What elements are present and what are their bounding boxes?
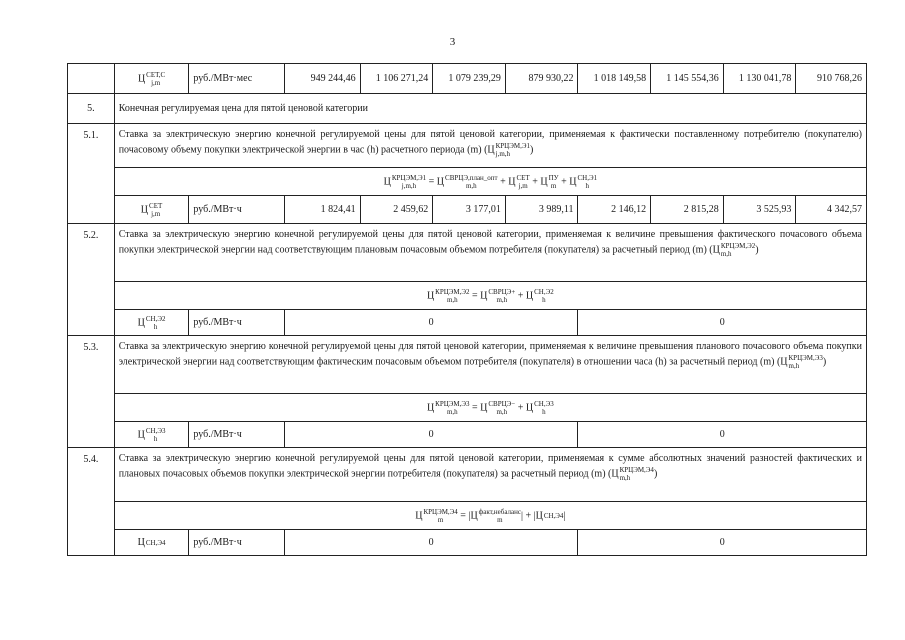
value-cell: 0 <box>284 422 578 448</box>
value-cell: 0 <box>578 530 867 556</box>
section-description: Ставка за электрическую энергию конечной регулируемой цены для пятой ценовой категории, применяемая к сумме абсолютных значений разностей фактических и плановых почасовых объемов покупки электрической энергии потребителя (покупателя) за расчетный период (m) (Ц КРЦЭМ,Э4 m,h ) <box>114 448 866 502</box>
value-cell: 1 106 271,24 <box>360 64 433 94</box>
formula: Ц КРЦЭМ,Э3 m,h = Ц СВРЦЭ− m,h + Ц СН,Э3 h <box>114 394 866 422</box>
section-number: 5.4. <box>68 448 115 556</box>
section-number: 5.1. <box>68 124 115 224</box>
formula: Ц КРЦЭМ,Э2 m,h = Ц СВРЦЭ+ m,h + Ц СН,Э2 h <box>114 282 866 310</box>
section-description: Ставка за электрическую энергию конечной регулируемой цены для пятой ценовой категории, применяемая к фактически поставленному потребителю (покупателю) почасовому объему покупки электрической энергии в час (h) расчетного периода (m) (Ц КРЦЭМ,Э1 j,m,h ) <box>114 124 866 168</box>
unit-cell: руб./МВт·ч <box>189 310 284 336</box>
value-cell: 2 815,28 <box>651 196 724 224</box>
table-row <box>68 224 867 282</box>
value-cell: 2 459,62 <box>360 196 433 224</box>
formula: Ц КРЦЭМ,Э4 m = |Ц факт,небаланс m | + |Ц СН,Э4 | <box>114 502 866 530</box>
table-row <box>68 336 867 394</box>
value-cell: 1 079 239,29 <box>433 64 506 94</box>
table-row <box>68 422 867 448</box>
rate-symbol: Ц СЕТ,С j,m <box>114 64 189 94</box>
unit-cell: руб./МВт·ч <box>189 422 284 448</box>
section-number: 5. <box>68 94 115 124</box>
table-row <box>68 310 867 336</box>
rate-symbol: Ц СН,Э2 h <box>114 310 189 336</box>
page-number: 3 <box>449 36 456 48</box>
table-row <box>68 124 867 168</box>
table-row <box>68 94 867 124</box>
table-row <box>68 448 867 502</box>
value-cell: 1 824,41 <box>284 196 360 224</box>
value-cell: 2 146,12 <box>578 196 651 224</box>
section-number: 5.2. <box>68 224 115 336</box>
rate-symbol: Ц СН,Э3 h <box>114 422 189 448</box>
value-cell: 0 <box>284 310 578 336</box>
value-cell: 1 145 554,36 <box>651 64 724 94</box>
value-cell: 0 <box>578 310 867 336</box>
value-cell: 879 930,22 <box>505 64 578 94</box>
value-cell: 0 <box>284 530 578 556</box>
table-row <box>68 530 867 556</box>
value-cell: 3 525,93 <box>723 196 796 224</box>
section-number: 5.3. <box>68 336 115 448</box>
value-cell: 1 018 149,58 <box>578 64 651 94</box>
tariff-table <box>67 63 867 556</box>
table-row <box>68 394 867 422</box>
value-cell: 3 989,11 <box>505 196 578 224</box>
table-row <box>68 502 867 530</box>
table-row <box>68 64 867 94</box>
formula: Ц КРЦЭМ,Э1 j,m,h = Ц СВРЦЭ,план_опт m,h + Ц СЕТ j,m + Ц ПУ m + Ц СН,Э1 h <box>114 168 866 196</box>
value-cell: 0 <box>578 422 867 448</box>
value-cell: 910 768,26 <box>796 64 867 94</box>
rate-symbol: Ц СН,Э4 <box>114 530 189 556</box>
value-cell: 1 130 041,78 <box>723 64 796 94</box>
table-row <box>68 168 867 196</box>
rate-symbol: Ц СЕТ j,m <box>114 196 189 224</box>
unit-cell: руб./МВт·ч <box>189 196 284 224</box>
unit-cell: руб./МВт·мес <box>189 64 284 94</box>
section-title: Конечная регулируемая цена для пятой ценовой категории <box>114 94 866 124</box>
value-cell: 4 342,57 <box>796 196 867 224</box>
table-row <box>68 196 867 224</box>
value-cell: 3 177,01 <box>433 196 506 224</box>
section-description: Ставка за электрическую энергию конечной регулируемой цены для пятой ценовой категории, применяемая к величине превышения фактического почасового объема покупки электрической энергии над соответствующим плановым почасовым объемом потребителя (покупателя) за расчетный период (m) (Ц КРЦЭМ,Э2 m,h ) <box>114 224 866 282</box>
section-description: Ставка за электрическую энергию конечной регулируемой цены для пятой ценовой категории, применяемая к величине превышения планового почасового объема покупки электрической энергии над соответствующим фактическим почасовым объемом потребителя (покупателя) в отношении часа (h) за расчетный период (m) (Ц КРЦЭМ,Э3 m,h ) <box>114 336 866 394</box>
value-cell: 949 244,46 <box>284 64 360 94</box>
unit-cell: руб./МВт·ч <box>189 530 284 556</box>
table-row <box>68 282 867 310</box>
